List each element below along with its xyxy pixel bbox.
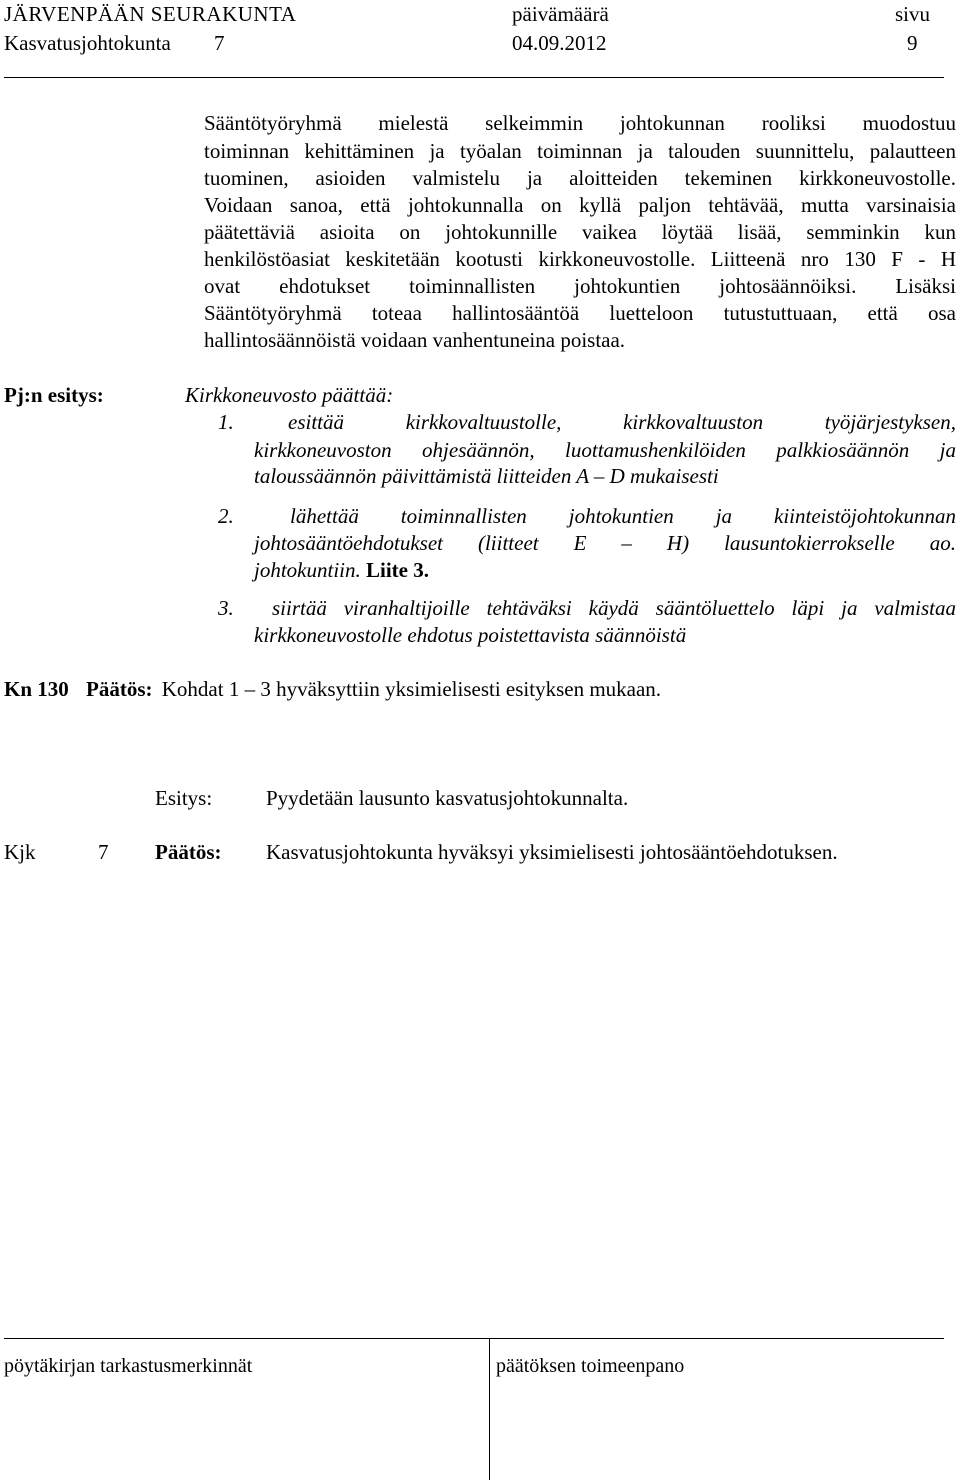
header-rule <box>4 77 944 78</box>
paragraph-line: tuominen, asioiden valmistelu ja aloitteiden tekeminen kirkkoneuvostolle. <box>204 166 956 190</box>
item-number: 2. <box>218 504 234 528</box>
kn-decision <box>4 679 661 700</box>
paragraph-line: toiminnan kehittäminen ja työalan toiminnan ja talouden suunnittelu, palautteen <box>204 139 956 163</box>
paragraph-line: Sääntötyöryhmä mielestä selkeimmin johtokunnan rooliksi muodostuu <box>204 111 956 135</box>
proposal-intro: Kirkkoneuvosto päättää: <box>185 383 394 407</box>
date-label: päivämäärä <box>512 2 609 26</box>
kn-decision-text: Kohdat 1 – 3 hyväksyttiin yksimielisesti esityksen mukaan. <box>161 677 662 701</box>
kjk-decision-text: Kasvatusjohtokunta hyväksyi yksimielisesti johtosääntöehdotuksen. <box>266 840 838 864</box>
item-number: 3. <box>218 596 234 620</box>
item-number: 1. <box>218 410 234 434</box>
paragraph-line: Sääntötyöryhmä toteaa hallintosääntöä luetteloon tutustuttuaan, että osa <box>204 301 956 325</box>
paragraph-line: Voidaan sanoa, että johtokunnalla on kyllä paljon tehtävää, mutta varsinaisia <box>204 193 956 217</box>
paragraph-line: ovat ehdotukset toiminnallisten johtokuntien johtosäännöiksi. Lisäksi <box>204 274 956 298</box>
page-label: sivu <box>895 2 931 26</box>
item-line: siirtää viranhaltijoille tehtäväksi käydä sääntöluettelo läpi ja valmistaa <box>272 596 956 620</box>
kjk-esitys-text: Pyydetään lausunto kasvatusjohtokunnalta. <box>266 786 629 810</box>
item-line: johtosääntöehdotukset (liitteet E – H) lausuntokierrokselle ao. <box>254 531 956 555</box>
item-line <box>254 560 429 581</box>
footer-divider <box>489 1338 490 1480</box>
item-line: kirkkoneuvoston ohjesäännön, luottamushenkilöiden palkkiosäännön ja <box>254 438 956 462</box>
meeting-number: 7 <box>214 31 225 55</box>
footer-implementation-label: päätöksen toimeenpano <box>496 1355 685 1377</box>
paragraph-line: päätettäviä asioita on johtokunnille vaikea löytää lisää, semminkin kun <box>204 220 956 244</box>
kjk-esitys-label: Esitys: <box>155 786 213 810</box>
paragraph-line: hallintosäännöistä voidaan vanhentuneina poistaa. <box>204 328 626 352</box>
kn-prefix: Kn 130 <box>4 677 69 701</box>
item-line: taloussäännön päivittämistä liitteiden A – D mukaisesti <box>254 464 719 488</box>
footer-review-label: pöytäkirjan tarkastusmerkinnät <box>4 1355 253 1377</box>
page-number: 9 <box>907 31 918 55</box>
item-line: lähettää toiminnallisten johtokuntien ja kiinteistöjohtokunnan <box>290 504 956 528</box>
item-line-text: johtokuntiin. <box>254 558 361 582</box>
kjk-prefix: Kjk <box>4 840 36 864</box>
paragraph-line: henkilöstöasiat keskitetään kootusti kirkkoneuvostolle. Liitteenä nro 130 F - H <box>204 247 956 271</box>
meeting-date: 04.09.2012 <box>512 31 607 55</box>
kn-decision-label: Päätös: <box>86 677 153 701</box>
footer-rule <box>4 1338 944 1339</box>
item-line: kirkkoneuvostolle ehdotus poistettavista säännöistä <box>254 623 687 647</box>
proposal-label: Pj:n esitys: <box>4 383 104 407</box>
attachment-ref: Liite 3. <box>366 558 429 582</box>
organization-name: JÄRVENPÄÄN SEURAKUNTA <box>4 2 297 26</box>
kjk-decision-label: Päätös: <box>155 840 222 864</box>
kjk-number: 7 <box>98 840 109 864</box>
body-name: Kasvatusjohtokunta <box>4 31 171 55</box>
item-line: esittää kirkkovaltuustolle, kirkkovaltuuston työjärjestyksen, <box>288 410 956 434</box>
